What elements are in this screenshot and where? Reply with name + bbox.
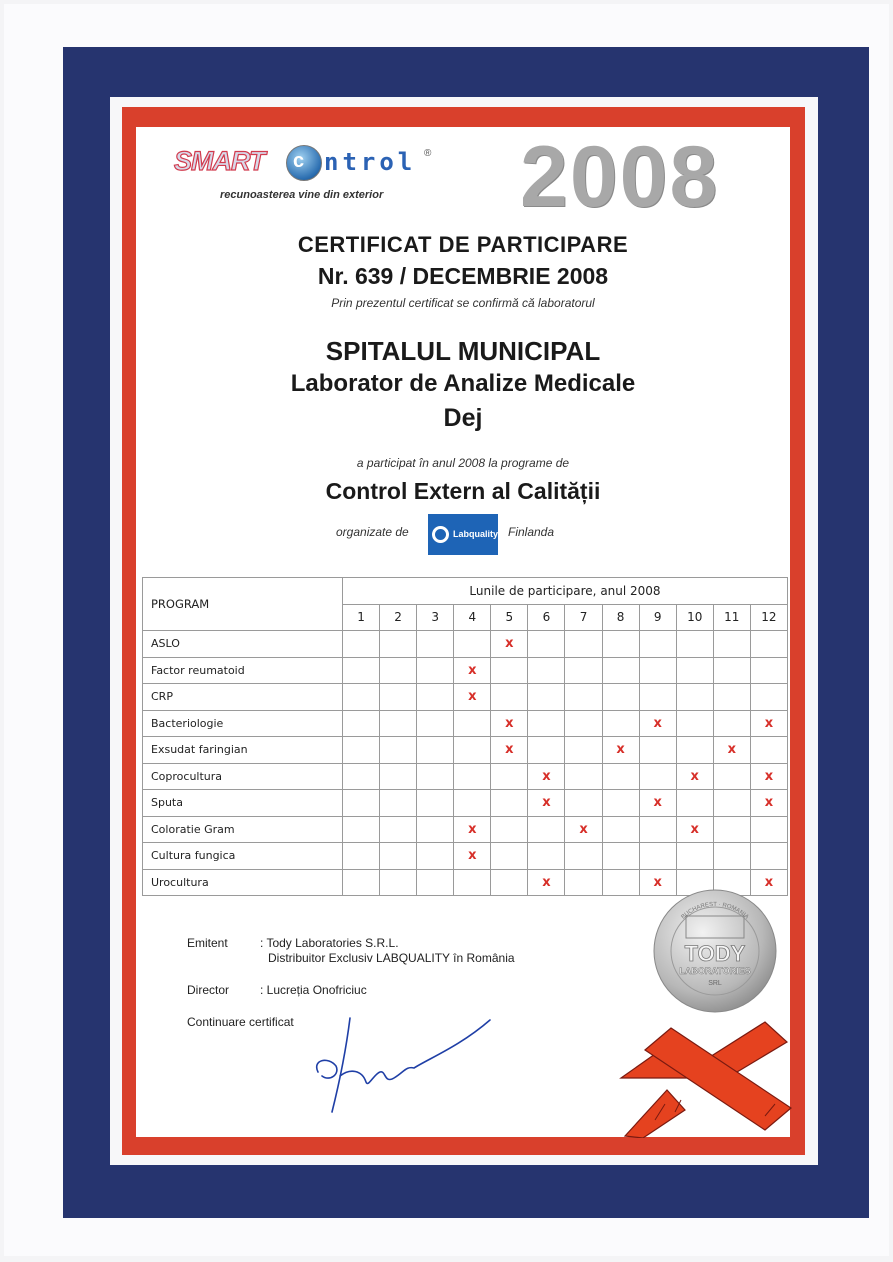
month-header-10: 10 [676, 604, 713, 631]
month-header-6: 6 [528, 604, 565, 631]
participation-mark: x [454, 843, 491, 870]
empty-cell [380, 710, 417, 737]
empty-cell [565, 657, 602, 684]
program-name: Coloratie Gram [143, 816, 343, 843]
empty-cell [639, 737, 676, 764]
empty-cell [676, 657, 713, 684]
empty-cell [343, 737, 380, 764]
empty-cell [713, 684, 750, 711]
lab-name: SPITALUL MUNICIPAL [325, 336, 601, 366]
participation-mark: x [639, 710, 676, 737]
month-header-2: 2 [380, 604, 417, 631]
lab-subtitle: Laborator de Analize Medicale [290, 370, 636, 397]
empty-cell [491, 843, 528, 870]
empty-cell [417, 790, 454, 817]
participation-mark: x [676, 816, 713, 843]
month-header-1: 1 [343, 604, 380, 631]
globe-icon [286, 145, 322, 181]
months-column-header: Lunile de participare, anul 2008 [343, 578, 788, 605]
empty-cell [639, 763, 676, 790]
empty-cell [750, 684, 787, 711]
empty-cell [491, 763, 528, 790]
empty-cell [454, 710, 491, 737]
month-header-9: 9 [639, 604, 676, 631]
empty-cell [676, 843, 713, 870]
empty-cell [380, 763, 417, 790]
empty-cell [713, 657, 750, 684]
empty-cell [343, 657, 380, 684]
seal-suffix: SRL [708, 980, 722, 987]
empty-cell [343, 869, 380, 896]
empty-cell [528, 737, 565, 764]
program-name: Sputa [143, 790, 343, 817]
table-body [143, 631, 788, 896]
program-name: Factor reumatoid [143, 657, 343, 684]
month-header-12: 12 [750, 604, 787, 631]
participation-mark: x [639, 869, 676, 896]
red-ribbon-icon [615, 1020, 795, 1138]
director-signature [310, 1010, 500, 1120]
certificate-number: Nr. 639 / DECEMBRIE 2008 [317, 263, 609, 289]
empty-cell [528, 657, 565, 684]
table-row [143, 710, 788, 737]
empty-cell [417, 631, 454, 658]
empty-cell [750, 843, 787, 870]
month-header-8: 8 [602, 604, 639, 631]
empty-cell [565, 790, 602, 817]
participation-mark: x [454, 816, 491, 843]
table-header-row [143, 578, 788, 605]
table-row [143, 763, 788, 790]
empty-cell [417, 816, 454, 843]
participation-mark: x [750, 869, 787, 896]
empty-cell [565, 869, 602, 896]
confirmation-text: Prin prezentul certificat se confirmă că laboratorul [331, 296, 595, 310]
empty-cell [713, 816, 750, 843]
empty-cell [343, 710, 380, 737]
registered-mark: ® [424, 148, 432, 159]
labquality-logo [428, 514, 498, 555]
empty-cell [417, 737, 454, 764]
participation-mark: x [639, 790, 676, 817]
empty-cell [343, 684, 380, 711]
empty-cell [602, 631, 639, 658]
table-row [143, 657, 788, 684]
program-name: Urocultura [143, 869, 343, 896]
empty-cell [602, 657, 639, 684]
empty-cell [417, 684, 454, 711]
program-name: ASLO [143, 631, 343, 658]
empty-cell [750, 657, 787, 684]
empty-cell [528, 710, 565, 737]
empty-cell [380, 790, 417, 817]
logo-smart-text: SMART [174, 146, 265, 176]
empty-cell [713, 763, 750, 790]
organized-by-text: organizate de [336, 525, 409, 539]
empty-cell [602, 684, 639, 711]
participation-mark: x [565, 816, 602, 843]
participation-mark: x [528, 869, 565, 896]
empty-cell [565, 684, 602, 711]
director-label: Director [187, 983, 230, 997]
month-header-5: 5 [491, 604, 528, 631]
participation-table [142, 577, 788, 896]
tody-laboratories-seal [652, 888, 778, 1014]
table-row [143, 684, 788, 711]
empty-cell [454, 763, 491, 790]
empty-cell [602, 763, 639, 790]
participation-mark: x [528, 763, 565, 790]
table-row [143, 790, 788, 817]
seal-main-text: TODY [684, 941, 746, 966]
empty-cell [713, 790, 750, 817]
empty-cell [491, 869, 528, 896]
empty-cell [639, 631, 676, 658]
logo-control-text: ntrol [324, 148, 417, 176]
program-name: CRP [143, 684, 343, 711]
seal-ring-text: BUCHAREST · ROMANIA [680, 901, 750, 921]
empty-cell [713, 710, 750, 737]
participation-mark: x [750, 710, 787, 737]
certificate-title: CERTIFICAT DE PARTICIPARE [297, 232, 629, 257]
empty-cell [676, 790, 713, 817]
participation-mark: x [528, 790, 565, 817]
empty-cell [454, 790, 491, 817]
empty-cell [491, 684, 528, 711]
empty-cell [602, 816, 639, 843]
empty-cell [380, 657, 417, 684]
program-name: Exsudat faringian [143, 737, 343, 764]
empty-cell [380, 737, 417, 764]
participation-mark: x [454, 657, 491, 684]
empty-cell [454, 631, 491, 658]
empty-cell [602, 710, 639, 737]
empty-cell [676, 631, 713, 658]
empty-cell [343, 816, 380, 843]
empty-cell [676, 684, 713, 711]
empty-cell [676, 737, 713, 764]
empty-cell [491, 816, 528, 843]
director-value: : Lucreția Onofriciuc [260, 983, 367, 997]
empty-cell [417, 843, 454, 870]
program-name: Coprocultura [143, 763, 343, 790]
certificate-year: 2008 [520, 129, 720, 225]
empty-cell [602, 843, 639, 870]
empty-cell [565, 763, 602, 790]
empty-cell [676, 710, 713, 737]
table-row [143, 843, 788, 870]
empty-cell [565, 631, 602, 658]
empty-cell [713, 631, 750, 658]
empty-cell [602, 790, 639, 817]
empty-cell [528, 684, 565, 711]
empty-cell [639, 843, 676, 870]
participation-mark: x [676, 763, 713, 790]
program-name: Cultura fungica [143, 843, 343, 870]
table-row [143, 737, 788, 764]
emitter-label: Emitent [187, 936, 228, 950]
month-header-11: 11 [713, 604, 750, 631]
empty-cell [417, 710, 454, 737]
empty-cell [491, 657, 528, 684]
empty-cell [417, 763, 454, 790]
participation-mark: x [602, 737, 639, 764]
empty-cell [602, 869, 639, 896]
empty-cell [417, 657, 454, 684]
participation-text: a participat în anul 2008 la programe de [356, 456, 570, 470]
program-name: Bacteriologie [143, 710, 343, 737]
empty-cell [750, 737, 787, 764]
participation-mark: x [491, 737, 528, 764]
empty-cell [380, 631, 417, 658]
empty-cell [343, 790, 380, 817]
program-title: Control Extern al Calității [325, 478, 601, 504]
empty-cell [343, 843, 380, 870]
logo-ball-letter: c [293, 150, 305, 172]
empty-cell [380, 816, 417, 843]
emitter-value: : Tody Laboratories S.R.L. [260, 936, 399, 950]
empty-cell [343, 763, 380, 790]
empty-cell [639, 816, 676, 843]
month-header-4: 4 [454, 604, 491, 631]
emitter-subtitle: Distribuitor Exclusiv LABQUALITY în România [268, 951, 515, 965]
logo-tagline: recunoasterea vine din exterior [220, 189, 384, 201]
empty-cell [454, 869, 491, 896]
empty-cell [639, 657, 676, 684]
empty-cell [417, 869, 454, 896]
empty-cell [380, 843, 417, 870]
empty-cell [491, 790, 528, 817]
participation-mark: x [750, 763, 787, 790]
labquality-ring-icon [432, 526, 449, 543]
organizer-country: Finlanda [508, 525, 555, 539]
table-row [143, 631, 788, 658]
empty-cell [565, 737, 602, 764]
empty-cell [343, 631, 380, 658]
empty-cell [750, 816, 787, 843]
participation-mark: x [713, 737, 750, 764]
participation-mark: x [491, 710, 528, 737]
empty-cell [750, 631, 787, 658]
program-column-header: PROGRAM [143, 578, 343, 631]
labquality-logo-text: Labquality [453, 529, 499, 539]
participation-mark: x [750, 790, 787, 817]
empty-cell [639, 684, 676, 711]
empty-cell [565, 843, 602, 870]
month-header-7: 7 [565, 604, 602, 631]
empty-cell [713, 843, 750, 870]
empty-cell [528, 843, 565, 870]
lab-city: Dej [443, 404, 483, 432]
continuation-text: Continuare certificat [187, 1015, 294, 1029]
participation-mark: x [491, 631, 528, 658]
empty-cell [380, 869, 417, 896]
seal-sub-text: LABORATORIES [679, 966, 751, 976]
empty-cell [380, 684, 417, 711]
empty-cell [528, 816, 565, 843]
participation-mark: x [454, 684, 491, 711]
month-header-3: 3 [417, 604, 454, 631]
empty-cell [528, 631, 565, 658]
organizer-line [136, 514, 790, 556]
empty-cell [565, 710, 602, 737]
table-row [143, 816, 788, 843]
empty-cell [454, 737, 491, 764]
